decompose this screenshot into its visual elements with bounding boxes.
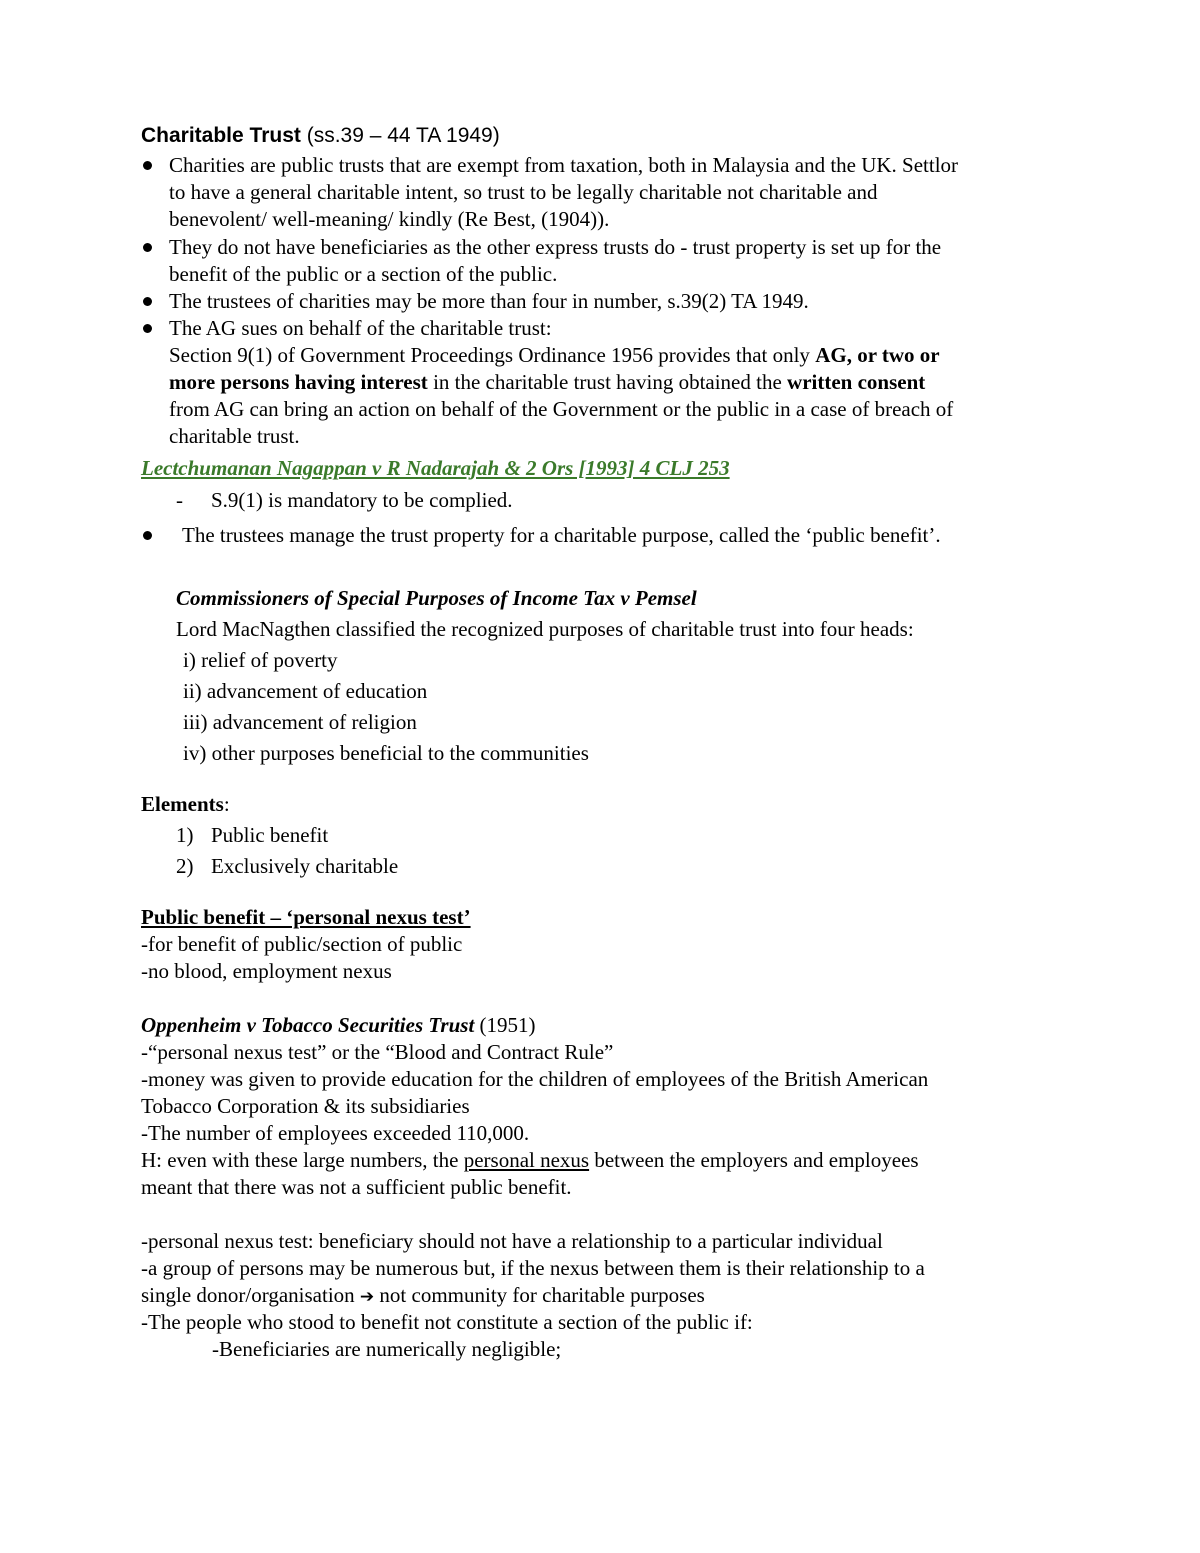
list-item: iv) other purposes beneficial to the communities: [183, 741, 589, 765]
bullet-text: Section 9(1) of Government Proceedings Ordinance 1956 provides that only AG, or two or: [169, 343, 940, 367]
elements-heading: Elements:: [141, 792, 230, 816]
bullet-text: benevolent/ well-meaning/ kindly (Re Best, (1904)).: [169, 207, 610, 231]
bullet-icon: [143, 161, 152, 170]
list-number: 1): [176, 823, 194, 847]
paragraph: -“personal nexus test” or the “Blood and Contract Rule”: [141, 1040, 614, 1064]
paragraph: -a group of persons may be numerous but, if the nexus between them is their relationship to a: [141, 1256, 925, 1280]
case-point: S.9(1) is mandatory to be complied.: [211, 488, 513, 512]
list-number: 2): [176, 854, 194, 878]
bullet-text: charitable trust.: [169, 424, 300, 448]
bullet-icon: [143, 243, 152, 252]
bullet-text: They do not have beneficiaries as the other express trusts do - trust property is set up for the: [169, 235, 942, 259]
bullet-text: benefit of the public or a section of the public.: [169, 262, 558, 286]
dash-marker: -: [176, 488, 183, 512]
list-item: Exclusively charitable: [211, 854, 399, 878]
paragraph: -Beneficiaries are numerically negligible;: [212, 1337, 562, 1361]
list-item: ii) advancement of education: [183, 679, 428, 703]
holding: H: even with these large numbers, the personal nexus between the employers and employees: [141, 1148, 919, 1172]
bullet-icon: [143, 531, 152, 540]
paragraph: -The people who stood to benefit not constitute a section of the public if:: [141, 1310, 753, 1334]
paragraph: -for benefit of public/section of public: [141, 932, 463, 956]
paragraph: -personal nexus test: beneficiary should not have a relationship to a particular individual: [141, 1229, 883, 1253]
bullet-text: to have a general charitable intent, so trust to be legally charitable not charitable and: [169, 180, 878, 204]
bullet-icon: [143, 297, 152, 306]
holding: meant that there was not a sufficient public benefit.: [141, 1175, 572, 1199]
case-citation: Lectchumanan Nagappan v R Nadarajah & 2 Ors [1993] 4 CLJ 253: [141, 456, 730, 480]
bullet-text: Charities are public trusts that are exempt from taxation, both in Malaysia and the UK. Settlor: [169, 153, 959, 177]
bullet-text: from AG can bring an action on behalf of the Government or the public in a case of breach of: [169, 397, 954, 421]
case-citation: Oppenheim v Tobacco Securities Trust (1951): [141, 1013, 536, 1037]
case-citation: Commissioners of Special Purposes of Income Tax v Pemsel: [176, 586, 697, 610]
bullet-icon: [143, 324, 152, 333]
list-item: iii) advancement of religion: [183, 710, 417, 734]
list-item: i) relief of poverty: [183, 648, 338, 672]
paragraph: -The number of employees exceeded 110,000.: [141, 1121, 530, 1145]
paragraph: -no blood, employment nexus: [141, 959, 392, 983]
public-benefit-heading: Public benefit – ‘personal nexus test’: [141, 905, 471, 929]
paragraph: single donor/organisation ➔ not community for charitable purposes: [141, 1283, 705, 1307]
bullet-text: more persons having interest in the charitable trust having obtained the written consent: [169, 370, 926, 394]
paragraph: Tobacco Corporation & its subsidiaries: [141, 1094, 470, 1118]
bullet-text: The trustees of charities may be more than four in number, s.39(2) TA 1949.: [169, 289, 809, 313]
paragraph: -money was given to provide education for the children of employees of the British American: [141, 1067, 929, 1091]
list-item: Public benefit: [211, 823, 329, 847]
arrow-icon: ➔: [359, 1287, 375, 1307]
bullet-text: The AG sues on behalf of the charitable trust:: [169, 316, 552, 340]
bullet-text: The trustees manage the trust property for a charitable purpose, called the ‘public benefit’.: [182, 523, 941, 547]
paragraph: Lord MacNagthen classified the recognized purposes of charitable trust into four heads:: [176, 617, 914, 641]
section-title: Charitable Trust (ss.39 – 44 TA 1949): [141, 124, 500, 147]
